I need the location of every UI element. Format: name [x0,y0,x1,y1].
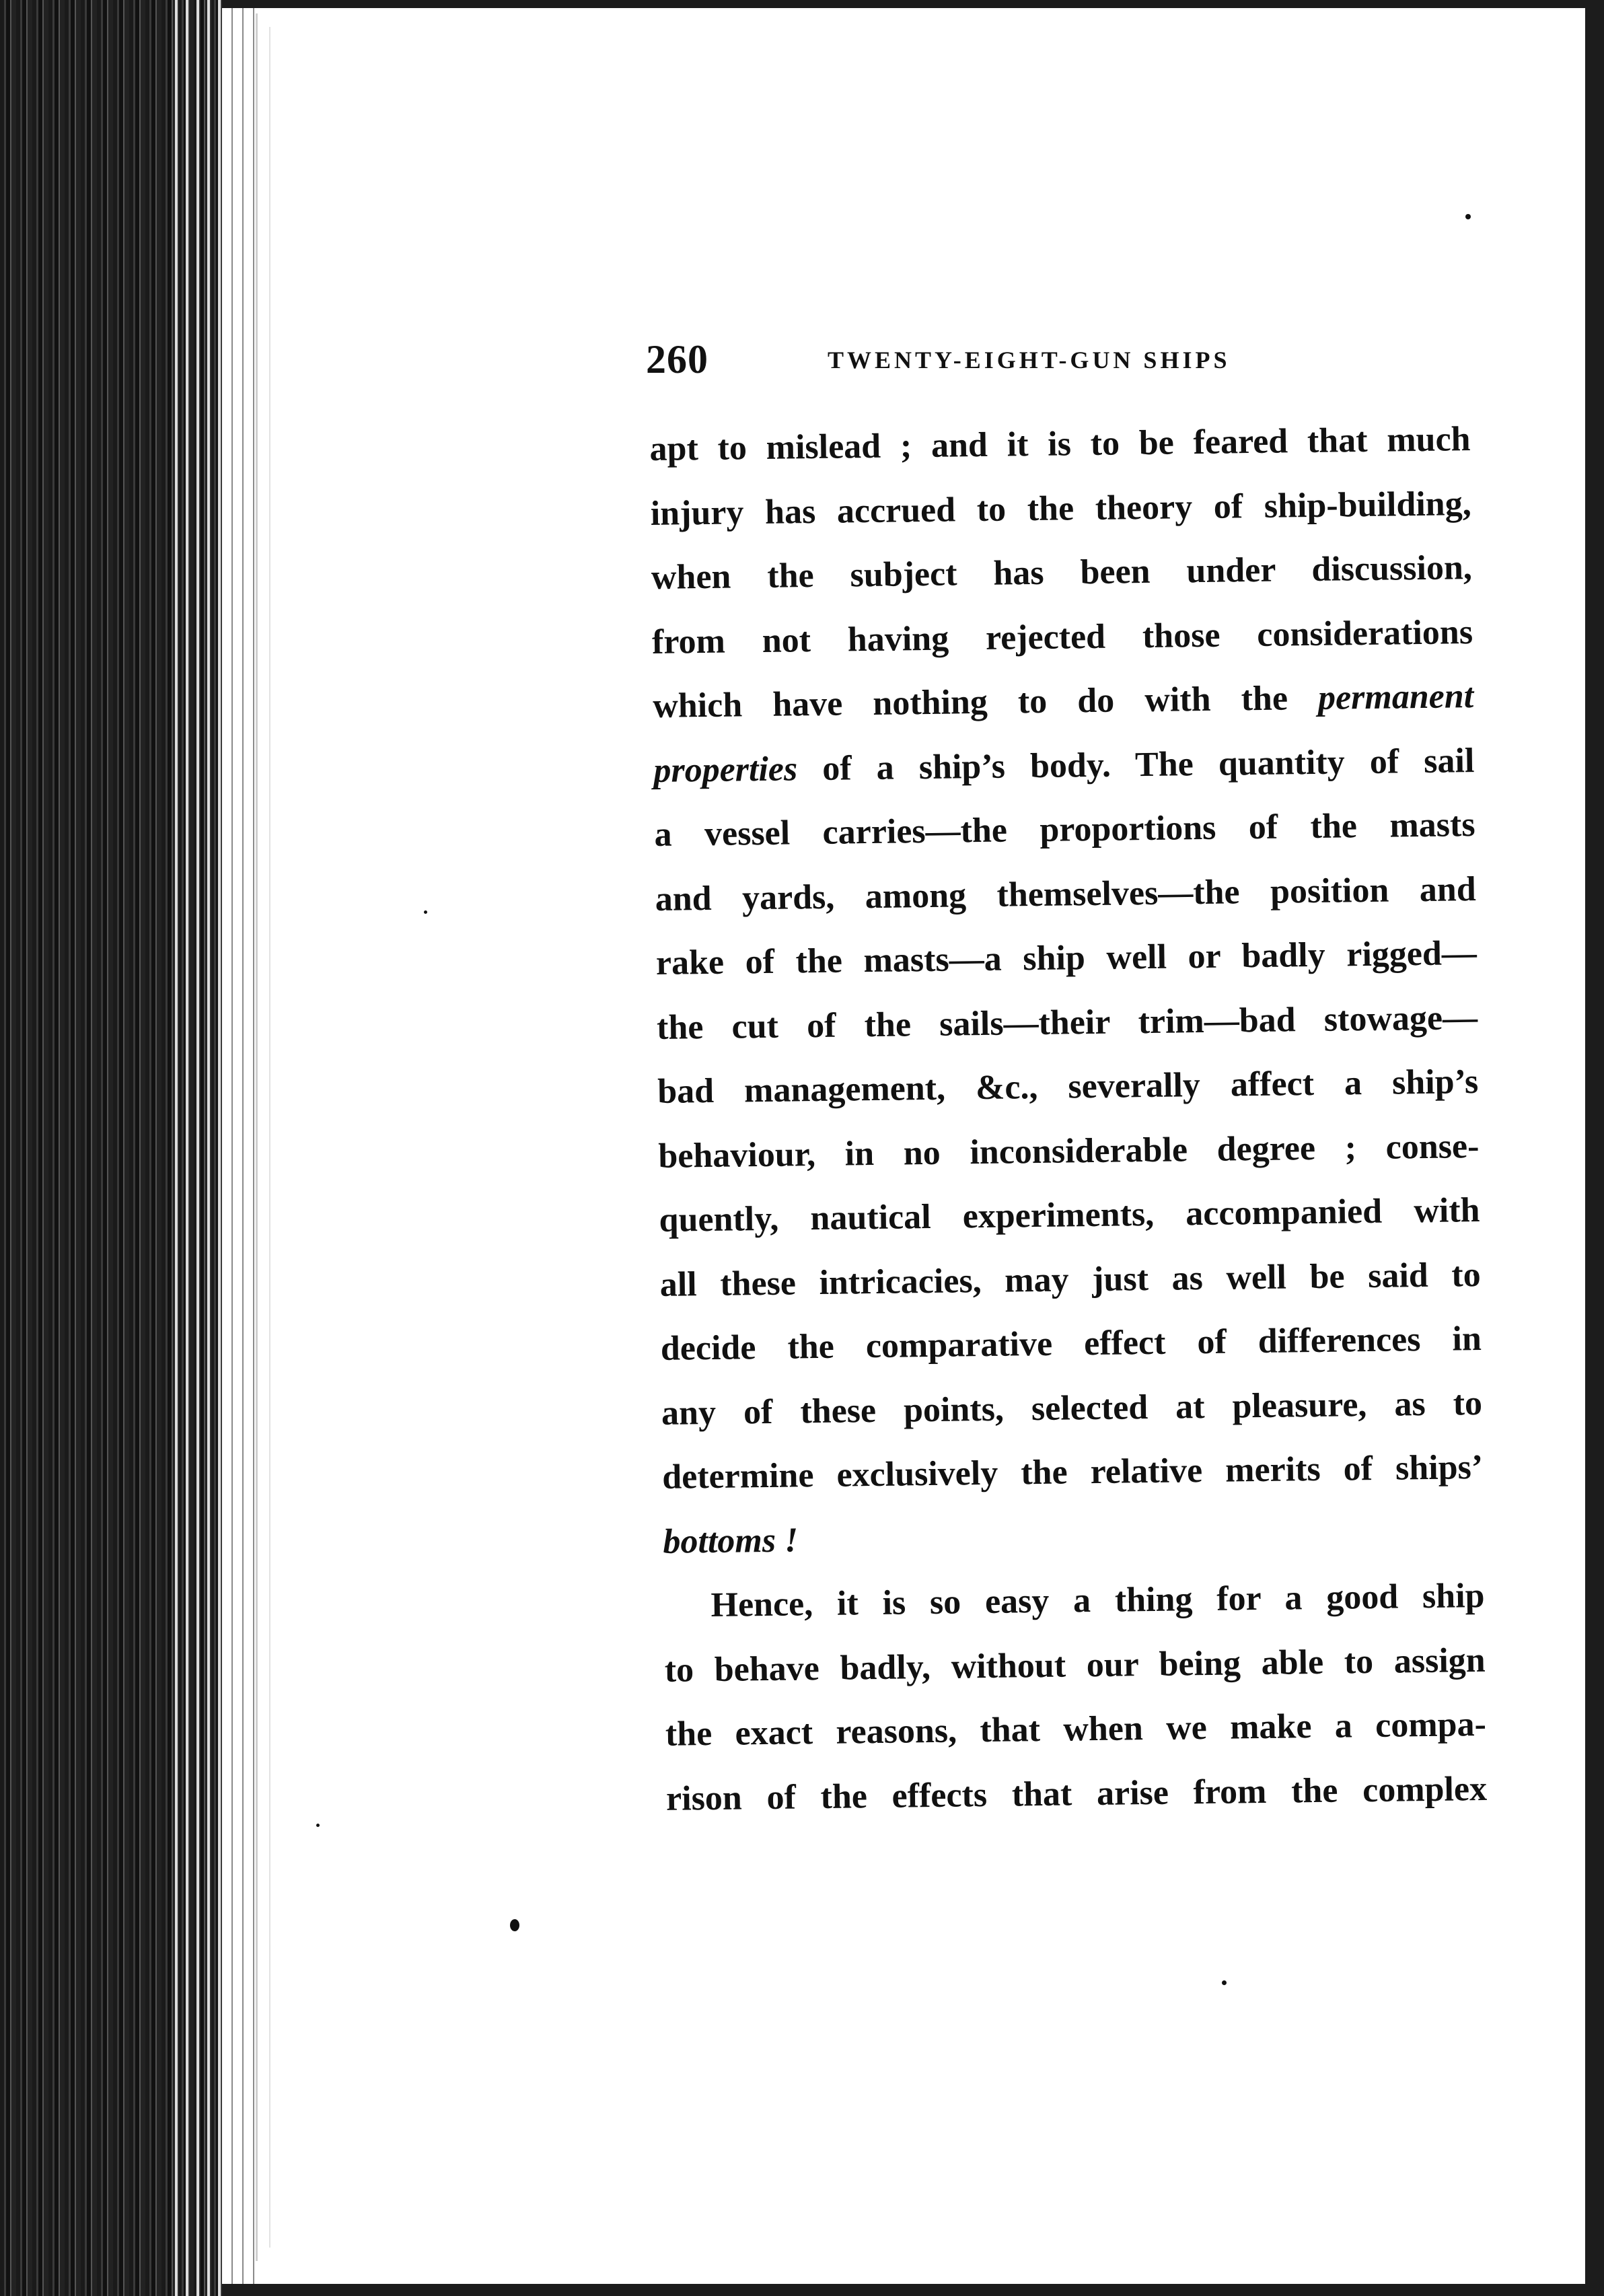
ink-speck [1222,1980,1227,1985]
text-run: which have nothing to do with the [652,678,1319,725]
text-line [662,1435,1484,1509]
running-title: TWENTY-EIGHT-GUN SHIPS [828,347,1231,373]
ink-speck [424,910,427,914]
text-line [660,1307,1482,1381]
text-run: the cut of the sails—their trim—bad stowage— [656,998,1478,1047]
text-run: rake of the masts—a ship well or badly rigged— [655,934,1478,982]
paragraph [649,407,1484,1574]
scan-border-right [1585,0,1604,2296]
text-run: behaviour, in no inconsiderable degree ; conse- [658,1126,1480,1176]
text-line [650,472,1471,546]
italic-text: properties [653,749,798,790]
text-line [659,1178,1480,1252]
text-run: and yards, among themselves—the position and [655,869,1477,919]
page-edge-line [269,27,270,2248]
text-line [657,986,1478,1060]
text-run: to behave badly, without our being able to assign [664,1641,1486,1690]
page-edge-line [256,13,258,2261]
scan-border-bottom [222,2284,1604,2296]
text-run: determine exclusively the relative merits of ships’ [661,1447,1484,1497]
text-run: injury has accrued to the theory of ship-building, [650,484,1472,533]
italic-text: bottoms ! [663,1520,799,1561]
text-run: of a ship’s body. The quantity of sail [797,741,1475,788]
text-run: quently, nautical experiments, accompanied with [659,1191,1480,1240]
text-line [657,1050,1479,1124]
text-run: from not having rejected those considerations [651,612,1473,661]
text-run: decide the comparative effect of differences in [660,1319,1482,1368]
page-edges [168,0,262,2296]
text-line [651,536,1472,610]
text-line [653,729,1475,803]
page-number: 260 [646,337,708,382]
text-line [653,664,1474,738]
text-line [649,407,1471,481]
text-line [664,1628,1486,1702]
text-line [666,1756,1488,1830]
text-run: bad management, &c., severally affect a ship’s [657,1063,1479,1111]
text-line [655,857,1476,931]
text-run: Hence, it is so easy a thing for a good ship [710,1576,1485,1625]
text-line [655,921,1477,995]
body-text [649,407,1488,1831]
ink-speck [510,1919,519,1931]
text-line [665,1692,1486,1766]
text-run: a vessel carries—the proportions of the masts [654,805,1475,854]
scan-border-top [222,0,1604,8]
text-run: all these intricacies, may just as well be said to [659,1255,1482,1304]
text-run: rison of the effects that arise from the complex [665,1769,1488,1818]
text-line [659,1243,1481,1317]
text-run: any of these points, selected at pleasure, as to [661,1384,1483,1433]
text-run: when the subject has been under discussion, [651,548,1473,597]
text-line [661,1371,1483,1445]
text-run: apt to mislead ; and it is to be feared that much [649,420,1471,468]
italic-text: permanent [1317,677,1474,717]
running-head [646,336,1359,390]
text-line [663,1499,1484,1573]
paragraph [663,1564,1488,1831]
text-line [658,1114,1480,1188]
ink-speck [316,1824,320,1827]
text-line [663,1564,1485,1638]
text-run: the exact reasons, that when we make a compa- [665,1705,1487,1754]
text-line [654,793,1475,867]
ink-speck [1465,214,1471,219]
text-line [652,600,1473,674]
